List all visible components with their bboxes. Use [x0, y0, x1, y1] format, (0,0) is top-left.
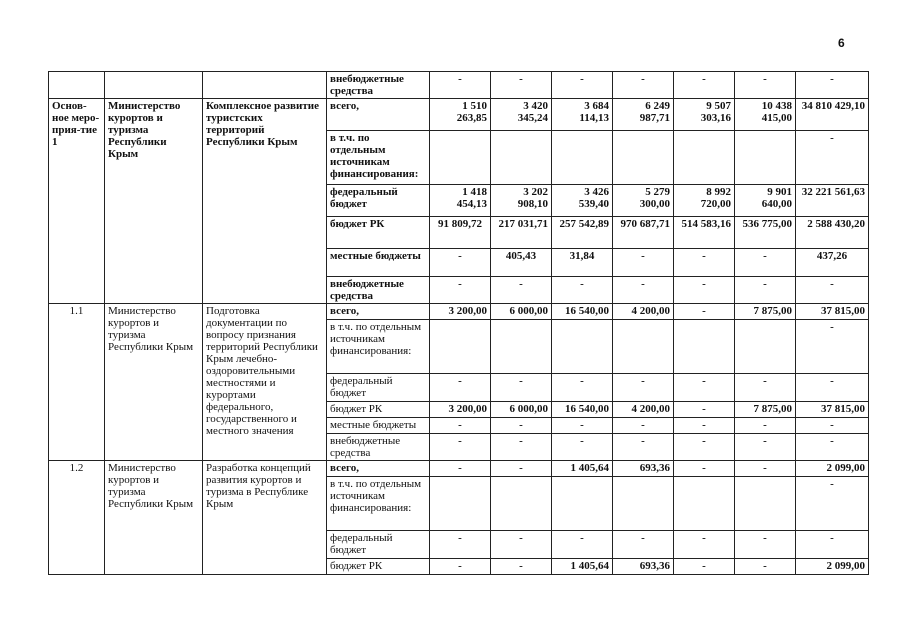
- cell-value: 31,84: [552, 249, 613, 277]
- cell-value: [674, 320, 735, 374]
- cell-value: 34 810 429,10: [796, 99, 869, 131]
- cell-value: -: [552, 277, 613, 304]
- cell-value: 217 031,71: [491, 217, 552, 249]
- cell-value: -: [735, 559, 796, 575]
- cell-value: -: [491, 277, 552, 304]
- cell-value: 3 426 539,40: [552, 185, 613, 217]
- cell-value: 2 099,00: [796, 461, 869, 477]
- cell-value: -: [674, 531, 735, 559]
- cell-source: в т.ч. по отдельным источникам финансирования:: [327, 320, 430, 374]
- cell-value: 7 875,00: [735, 402, 796, 418]
- cell-value: [430, 131, 491, 185]
- cell-value: -: [430, 374, 491, 402]
- cell-source: бюджет РК: [327, 217, 430, 249]
- cell-value: -: [491, 374, 552, 402]
- cell-value: 257 542,89: [552, 217, 613, 249]
- table-row: [49, 72, 869, 99]
- cell-value: 16 540,00: [552, 304, 613, 320]
- cell-value: 514 583,16: [674, 217, 735, 249]
- cell-org: [105, 72, 203, 99]
- cell-value: -: [735, 531, 796, 559]
- cell-value: -: [430, 531, 491, 559]
- cell-value: 693,36: [613, 461, 674, 477]
- cell-value: -: [796, 277, 869, 304]
- cell-value: -: [430, 461, 491, 477]
- cell-name: Комплексное развитие туристских территорий Республики Крым: [203, 99, 327, 304]
- cell-num: 1.1: [49, 304, 105, 461]
- cell-value: 9 901 640,00: [735, 185, 796, 217]
- cell-org: Министерство курортов и туризма Республики Крым: [105, 99, 203, 304]
- cell-source: в т.ч. по отдельным источникам финансирования:: [327, 477, 430, 531]
- cell-value: 3 200,00: [430, 402, 491, 418]
- cell-value: -: [674, 304, 735, 320]
- cell-value: -: [674, 402, 735, 418]
- cell-value: [674, 131, 735, 185]
- cell-value: -: [796, 434, 869, 461]
- cell-value: -: [491, 461, 552, 477]
- cell-value: [735, 320, 796, 374]
- table-row: [49, 99, 869, 131]
- cell-value: 37 815,00: [796, 304, 869, 320]
- cell-value: 4 200,00: [613, 402, 674, 418]
- cell-value: -: [613, 374, 674, 402]
- cell-value: -: [430, 249, 491, 277]
- cell-value: -: [491, 531, 552, 559]
- cell-source: всего,: [327, 304, 430, 320]
- cell-value: 37 815,00: [796, 402, 869, 418]
- cell-value: -: [430, 434, 491, 461]
- cell-value: 405,43: [491, 249, 552, 277]
- cell-value: -: [796, 72, 869, 99]
- cell-value: -: [491, 418, 552, 434]
- cell-value: -: [613, 72, 674, 99]
- cell-num: Основ-ное меро-прия-тие 1: [49, 99, 105, 304]
- cell-value: 2 588 430,20: [796, 217, 869, 249]
- cell-value: -: [735, 418, 796, 434]
- cell-value: -: [674, 461, 735, 477]
- cell-value: -: [796, 131, 869, 185]
- cell-name: Подготовка документации по вопросу признания территорий Республики Крым лечебно-оздоровительными местностями и курортами федерального, государственного и местного значения: [203, 304, 327, 461]
- cell-value: -: [430, 277, 491, 304]
- cell-org: Министерство курортов и туризма Республики Крым: [105, 461, 203, 575]
- cell-value: 693,36: [613, 559, 674, 575]
- cell-value: 7 875,00: [735, 304, 796, 320]
- cell-value: -: [552, 374, 613, 402]
- cell-value: -: [613, 249, 674, 277]
- cell-value: 970 687,71: [613, 217, 674, 249]
- cell-value: -: [735, 249, 796, 277]
- cell-value: 32 221 561,63: [796, 185, 869, 217]
- cell-value: [552, 477, 613, 531]
- cell-source: всего,: [327, 99, 430, 131]
- cell-value: -: [552, 72, 613, 99]
- cell-value: 6 000,00: [491, 304, 552, 320]
- cell-value: [430, 477, 491, 531]
- cell-value: -: [552, 434, 613, 461]
- cell-value: -: [674, 72, 735, 99]
- cell-value: -: [735, 374, 796, 402]
- cell-num: 1.2: [49, 461, 105, 575]
- cell-source: внебюджетные средства: [327, 72, 430, 99]
- cell-value: -: [613, 434, 674, 461]
- cell-value: 6 249 987,71: [613, 99, 674, 131]
- cell-source: местные бюджеты: [327, 249, 430, 277]
- cell-value: 8 992 720,00: [674, 185, 735, 217]
- cell-source: внебюджетные средства: [327, 277, 430, 304]
- cell-value: -: [674, 418, 735, 434]
- cell-value: 437,26: [796, 249, 869, 277]
- cell-value: -: [552, 418, 613, 434]
- cell-source: федеральный бюджет: [327, 185, 430, 217]
- cell-value: [735, 477, 796, 531]
- cell-source: бюджет РК: [327, 402, 430, 418]
- cell-name: Разработка концепций развития курортов и туризма в Республике Крым: [203, 461, 327, 575]
- cell-value: -: [735, 277, 796, 304]
- cell-value: [613, 477, 674, 531]
- cell-value: 9 507 303,16: [674, 99, 735, 131]
- cell-value: 2 099,00: [796, 559, 869, 575]
- cell-value: [430, 320, 491, 374]
- cell-org: Министерство курортов и туризма Республики Крым: [105, 304, 203, 461]
- cell-value: [613, 320, 674, 374]
- cell-value: -: [674, 249, 735, 277]
- cell-source: всего,: [327, 461, 430, 477]
- cell-value: -: [613, 418, 674, 434]
- cell-value: -: [491, 559, 552, 575]
- cell-value: 1 418 454,13: [430, 185, 491, 217]
- cell-value: [674, 477, 735, 531]
- cell-value: -: [552, 531, 613, 559]
- cell-source: федеральный бюджет: [327, 531, 430, 559]
- cell-source: в т.ч. по отдельным источникам финансирования:: [327, 131, 430, 185]
- cell-value: [491, 131, 552, 185]
- cell-value: -: [613, 531, 674, 559]
- cell-value: 3 202 908,10: [491, 185, 552, 217]
- cell-value: 5 279 300,00: [613, 185, 674, 217]
- table-row: [49, 461, 869, 477]
- cell-source: бюджет РК: [327, 559, 430, 575]
- cell-value: -: [491, 72, 552, 99]
- cell-source: местные бюджеты: [327, 418, 430, 434]
- cell-value: [552, 131, 613, 185]
- cell-value: [613, 131, 674, 185]
- cell-value: 1 405,64: [552, 559, 613, 575]
- financing-table: [48, 71, 869, 575]
- table-row: [49, 304, 869, 320]
- cell-value: -: [674, 277, 735, 304]
- cell-value: -: [674, 374, 735, 402]
- cell-value: -: [613, 277, 674, 304]
- cell-name: [203, 72, 327, 99]
- cell-value: -: [430, 418, 491, 434]
- cell-value: [552, 320, 613, 374]
- cell-value: [491, 320, 552, 374]
- page-number: 6: [838, 36, 845, 50]
- cell-value: -: [735, 72, 796, 99]
- cell-value: 10 438 415,00: [735, 99, 796, 131]
- cell-value: -: [796, 531, 869, 559]
- cell-value: 4 200,00: [613, 304, 674, 320]
- cell-value: -: [430, 72, 491, 99]
- cell-value: 1 405,64: [552, 461, 613, 477]
- cell-source: федеральный бюджет: [327, 374, 430, 402]
- cell-value: 1 510 263,85: [430, 99, 491, 131]
- cell-source: внебюджетные средства: [327, 434, 430, 461]
- cell-value: -: [796, 418, 869, 434]
- cell-value: -: [796, 477, 869, 531]
- cell-value: 3 420 345,24: [491, 99, 552, 131]
- cell-value: -: [491, 434, 552, 461]
- cell-value: 91 809,72: [430, 217, 491, 249]
- cell-value: -: [674, 434, 735, 461]
- cell-value: -: [735, 434, 796, 461]
- cell-value: -: [796, 320, 869, 374]
- cell-value: 6 000,00: [491, 402, 552, 418]
- cell-value: -: [674, 559, 735, 575]
- cell-value: 16 540,00: [552, 402, 613, 418]
- cell-value: 536 775,00: [735, 217, 796, 249]
- cell-value: -: [796, 374, 869, 402]
- cell-value: -: [430, 559, 491, 575]
- cell-value: 3 684 114,13: [552, 99, 613, 131]
- cell-value: -: [735, 461, 796, 477]
- cell-value: [735, 131, 796, 185]
- cell-value: [491, 477, 552, 531]
- cell-value: 3 200,00: [430, 304, 491, 320]
- cell-num: [49, 72, 105, 99]
